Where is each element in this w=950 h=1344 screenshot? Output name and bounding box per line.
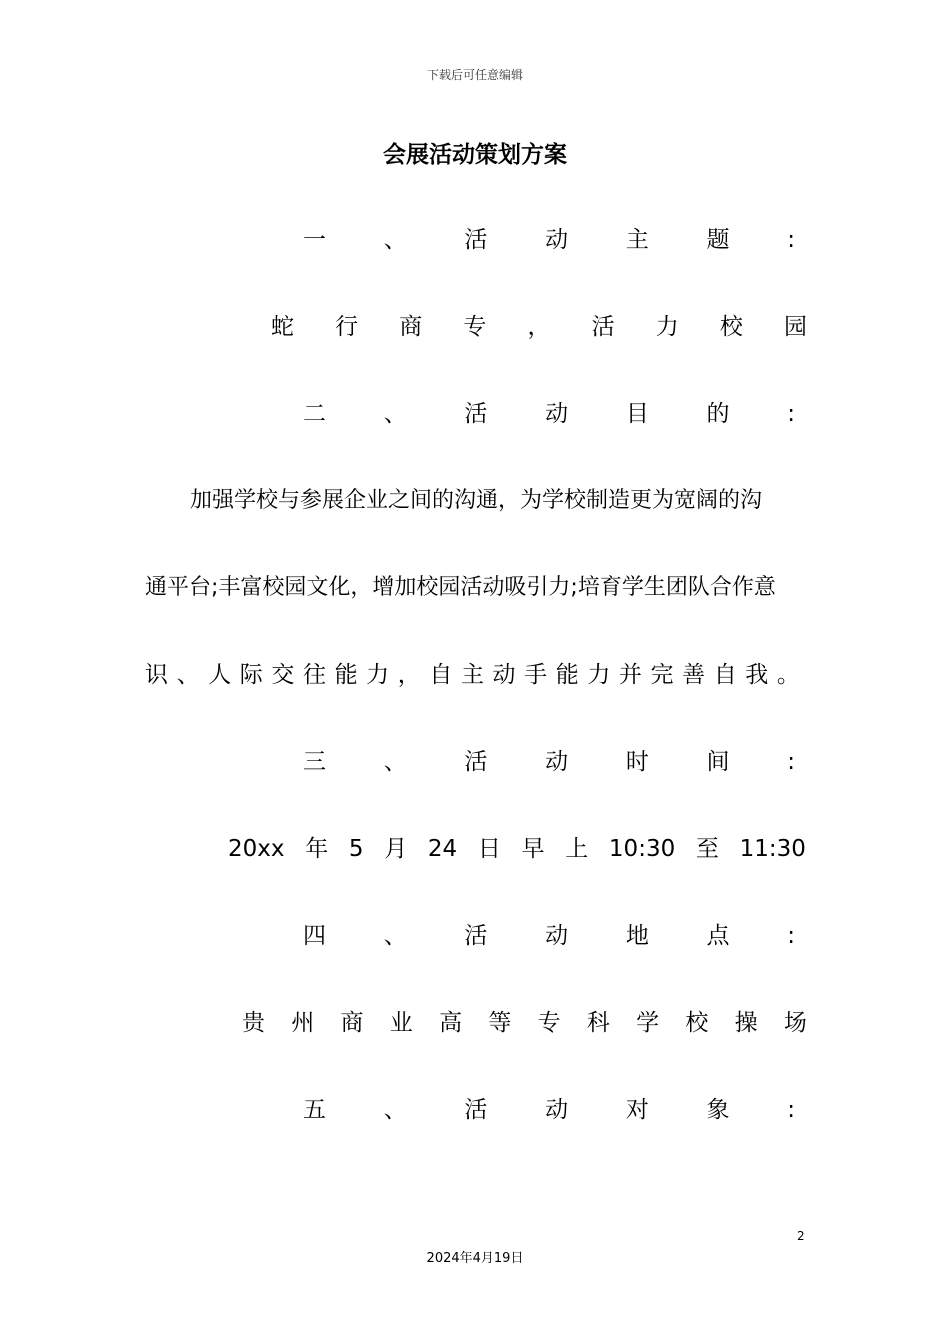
theme-content [271, 312, 807, 342]
purpose-line-3-token: 能 [555, 662, 579, 688]
theme-heading-token: 、 [383, 227, 407, 253]
place-content-token: 业 [389, 1010, 413, 1036]
place-content-token: 高 [439, 1010, 463, 1036]
purpose-heading-token: 的 [706, 401, 730, 427]
time-content-token: 上 [565, 836, 589, 862]
time-heading [303, 747, 795, 777]
time-heading-token: 动 [545, 749, 569, 775]
purpose-heading [303, 399, 795, 429]
purpose-line-3-token: 善 [682, 662, 706, 688]
place-heading-token: 、 [383, 923, 407, 949]
time-content-token: 5 [348, 836, 364, 862]
page-number: 2 [797, 1229, 805, 1243]
purpose-line-3-token: 。 [776, 662, 800, 688]
time-content-token: 至 [695, 836, 719, 862]
theme-content-token: ， [527, 314, 551, 340]
purpose-line-3-token: 际 [239, 662, 263, 688]
place-content-token: 州 [291, 1010, 315, 1036]
theme-heading-token: 题 [706, 227, 730, 253]
target-heading-token: : [787, 1097, 795, 1123]
purpose-line-3-token: 自 [713, 662, 737, 688]
purpose-line-3-token: ， [397, 662, 421, 688]
place-content-token: 学 [636, 1010, 660, 1036]
theme-content-token: 园 [784, 314, 807, 340]
purpose-line-3-token: 手 [524, 662, 548, 688]
theme-heading [303, 225, 795, 255]
place-heading-token: : [787, 923, 795, 949]
time-content-token: 20xx [228, 836, 285, 862]
time-content-token: 年 [305, 836, 329, 862]
purpose-line-3-token: 能 [334, 662, 358, 688]
place-content-token: 专 [537, 1010, 561, 1036]
place-content-token: 贵 [242, 1010, 265, 1036]
target-heading-token: 活 [464, 1097, 488, 1123]
purpose-line-3-token: 识 [145, 662, 168, 688]
theme-heading-token: 动 [545, 227, 569, 253]
time-heading-token: : [787, 749, 795, 775]
place-heading-token: 点 [706, 923, 730, 949]
place-heading-token: 四 [303, 923, 326, 949]
purpose-line-3-token: 力 [366, 662, 390, 688]
place-heading-token: 活 [464, 923, 488, 949]
purpose-line-2: 通平台;丰富校园文化，增加校园活动吸引力;培育学生团队合作意 [145, 575, 776, 600]
time-content-token: 11:30 [739, 836, 806, 862]
place-content [242, 1008, 807, 1038]
target-heading-token: 、 [383, 1097, 407, 1123]
place-content-token: 科 [586, 1010, 610, 1036]
place-content-token: 商 [340, 1010, 364, 1036]
purpose-heading-token: 二 [303, 401, 326, 427]
theme-content-token: 校 [719, 314, 743, 340]
purpose-heading-token: 动 [545, 401, 569, 427]
time-heading-token: 时 [625, 749, 649, 775]
theme-content-token: 行 [335, 314, 359, 340]
target-heading-token: 象 [706, 1097, 730, 1123]
purpose-line-3 [145, 660, 800, 690]
target-heading-token: 五 [303, 1097, 326, 1123]
purpose-line-3-token: 并 [618, 662, 642, 688]
purpose-line-3-token: 自 [429, 662, 453, 688]
purpose-line-3-token: 我 [745, 662, 769, 688]
time-content-token: 月 [384, 836, 408, 862]
theme-content-token: 专 [463, 314, 487, 340]
theme-content-token: 活 [591, 314, 615, 340]
purpose-line-3-token: 交 [271, 662, 295, 688]
purpose-heading-token: : [787, 401, 795, 427]
place-heading-token: 地 [625, 923, 649, 949]
time-heading-token: 间 [706, 749, 730, 775]
purpose-line-3-token: 往 [302, 662, 326, 688]
target-heading-token: 对 [625, 1097, 649, 1123]
purpose-line-3-token: 主 [460, 662, 484, 688]
theme-heading-token: : [787, 227, 795, 253]
time-content [228, 834, 806, 864]
theme-content-token: 商 [399, 314, 423, 340]
time-content-token: 早 [521, 836, 545, 862]
purpose-line-3-token: 动 [492, 662, 516, 688]
purpose-heading-token: 目 [625, 401, 649, 427]
time-heading-token: 三 [303, 749, 326, 775]
time-content-token: 24 [427, 836, 458, 862]
header-note: 下载后可任意编辑 [426, 68, 523, 82]
theme-heading-token: 一 [303, 227, 326, 253]
place-heading [303, 921, 795, 951]
target-heading-token: 动 [545, 1097, 569, 1123]
time-content-token: 日 [477, 836, 501, 862]
purpose-heading-token: 活 [464, 401, 488, 427]
place-content-token: 操 [734, 1010, 758, 1036]
place-content-token: 校 [685, 1010, 709, 1036]
target-heading [303, 1095, 795, 1125]
purpose-line-3-token: 人 [208, 662, 232, 688]
theme-heading-token: 活 [464, 227, 488, 253]
purpose-line-3-token: 力 [587, 662, 611, 688]
purpose-heading-token: 、 [383, 401, 407, 427]
purpose-line-3-token: 、 [176, 662, 200, 688]
footer-date: 2024年4月19日 [426, 1251, 524, 1266]
time-heading-token: 活 [464, 749, 488, 775]
theme-heading-token: 主 [625, 227, 649, 253]
theme-content-token: 蛇 [271, 314, 294, 340]
purpose-line-1: 加强学校与参展企业之间的沟通，为学校制造更为宽阔的沟 [190, 488, 763, 513]
place-content-token: 等 [488, 1010, 512, 1036]
theme-content-token: 力 [655, 314, 679, 340]
time-content-token: 10:30 [608, 836, 676, 862]
time-heading-token: 、 [383, 749, 407, 775]
place-content-token: 场 [783, 1010, 807, 1036]
place-heading-token: 动 [545, 923, 569, 949]
purpose-line-3-token: 完 [650, 662, 674, 688]
document-title: 会展活动策划方案 [383, 142, 567, 168]
